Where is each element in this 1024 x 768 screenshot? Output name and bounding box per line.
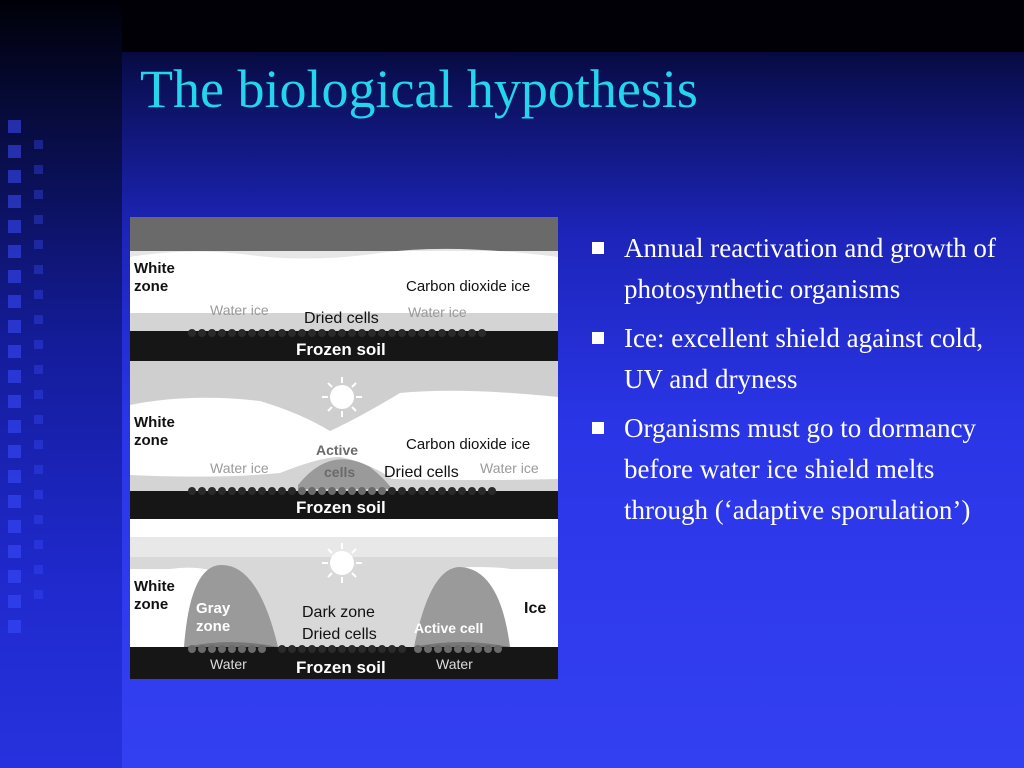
side-decoration (0, 0, 122, 768)
bullet-text: Ice: excellent shield against cold, UV and dryness (624, 323, 984, 394)
dark-zone-label: Dark zone (302, 604, 375, 621)
water-left-label: Water (210, 656, 247, 672)
water-ice-left-label-2: Water ice (210, 460, 269, 476)
dried-cells-label: Dried cells (304, 310, 379, 327)
active-cell-label: Active cell (414, 620, 484, 636)
bullet-text: Organisms must go to dormancy before water ice shield melts through (‘adaptive sporulation’) (624, 413, 976, 525)
panel-3 (130, 537, 558, 679)
gray-zone-label: Gray zone (196, 600, 231, 635)
water-ice-right-label: Water ice (408, 304, 467, 320)
decorative-squares-small (34, 140, 48, 615)
white-zone-label-2: White zone (134, 414, 175, 449)
sun-icon-2 (322, 543, 362, 583)
white-zone-label-3: White zone (134, 578, 175, 613)
top-bar (122, 0, 1024, 52)
water-ice-left-label: Water ice (210, 302, 269, 318)
frozen-soil-label-3: Frozen soil (296, 658, 386, 677)
sun-icon (322, 377, 362, 417)
decorative-squares (8, 120, 28, 645)
bullet-item (590, 318, 1000, 400)
ice-label: Ice (524, 600, 547, 617)
panel-1 (130, 217, 558, 361)
active-cells-row (298, 487, 386, 495)
bullet-square-icon (592, 422, 604, 434)
ice-cover-diagram (130, 217, 558, 679)
co2-ice-label-2: Carbon dioxide ice (406, 436, 531, 453)
active-cells-label: Active cells (316, 442, 359, 480)
bullet-item (590, 228, 1000, 310)
bullet-square-icon (592, 242, 604, 254)
bullet-list (590, 228, 1000, 539)
bullet-item (590, 408, 1000, 531)
frozen-soil-label-2: Frozen soil (296, 498, 386, 517)
bullet-text: Annual reactivation and growth of photosynthetic organisms (624, 233, 996, 304)
panel-2 (130, 361, 558, 519)
panel-separator (130, 519, 558, 537)
white-zone-label: White zone (134, 260, 175, 295)
dried-cells-label-2: Dried cells (384, 464, 459, 481)
bullet-square-icon (592, 332, 604, 344)
dried-cells-label-3: Dried cells (302, 626, 377, 643)
water-right-label: Water (436, 656, 473, 672)
frozen-soil-label: Frozen soil (296, 340, 386, 359)
co2-ice-label: Carbon dioxide ice (406, 278, 531, 295)
water-ice-right-label-2: Water ice (480, 460, 539, 476)
slide-title: The biological hypothesis (140, 59, 698, 119)
